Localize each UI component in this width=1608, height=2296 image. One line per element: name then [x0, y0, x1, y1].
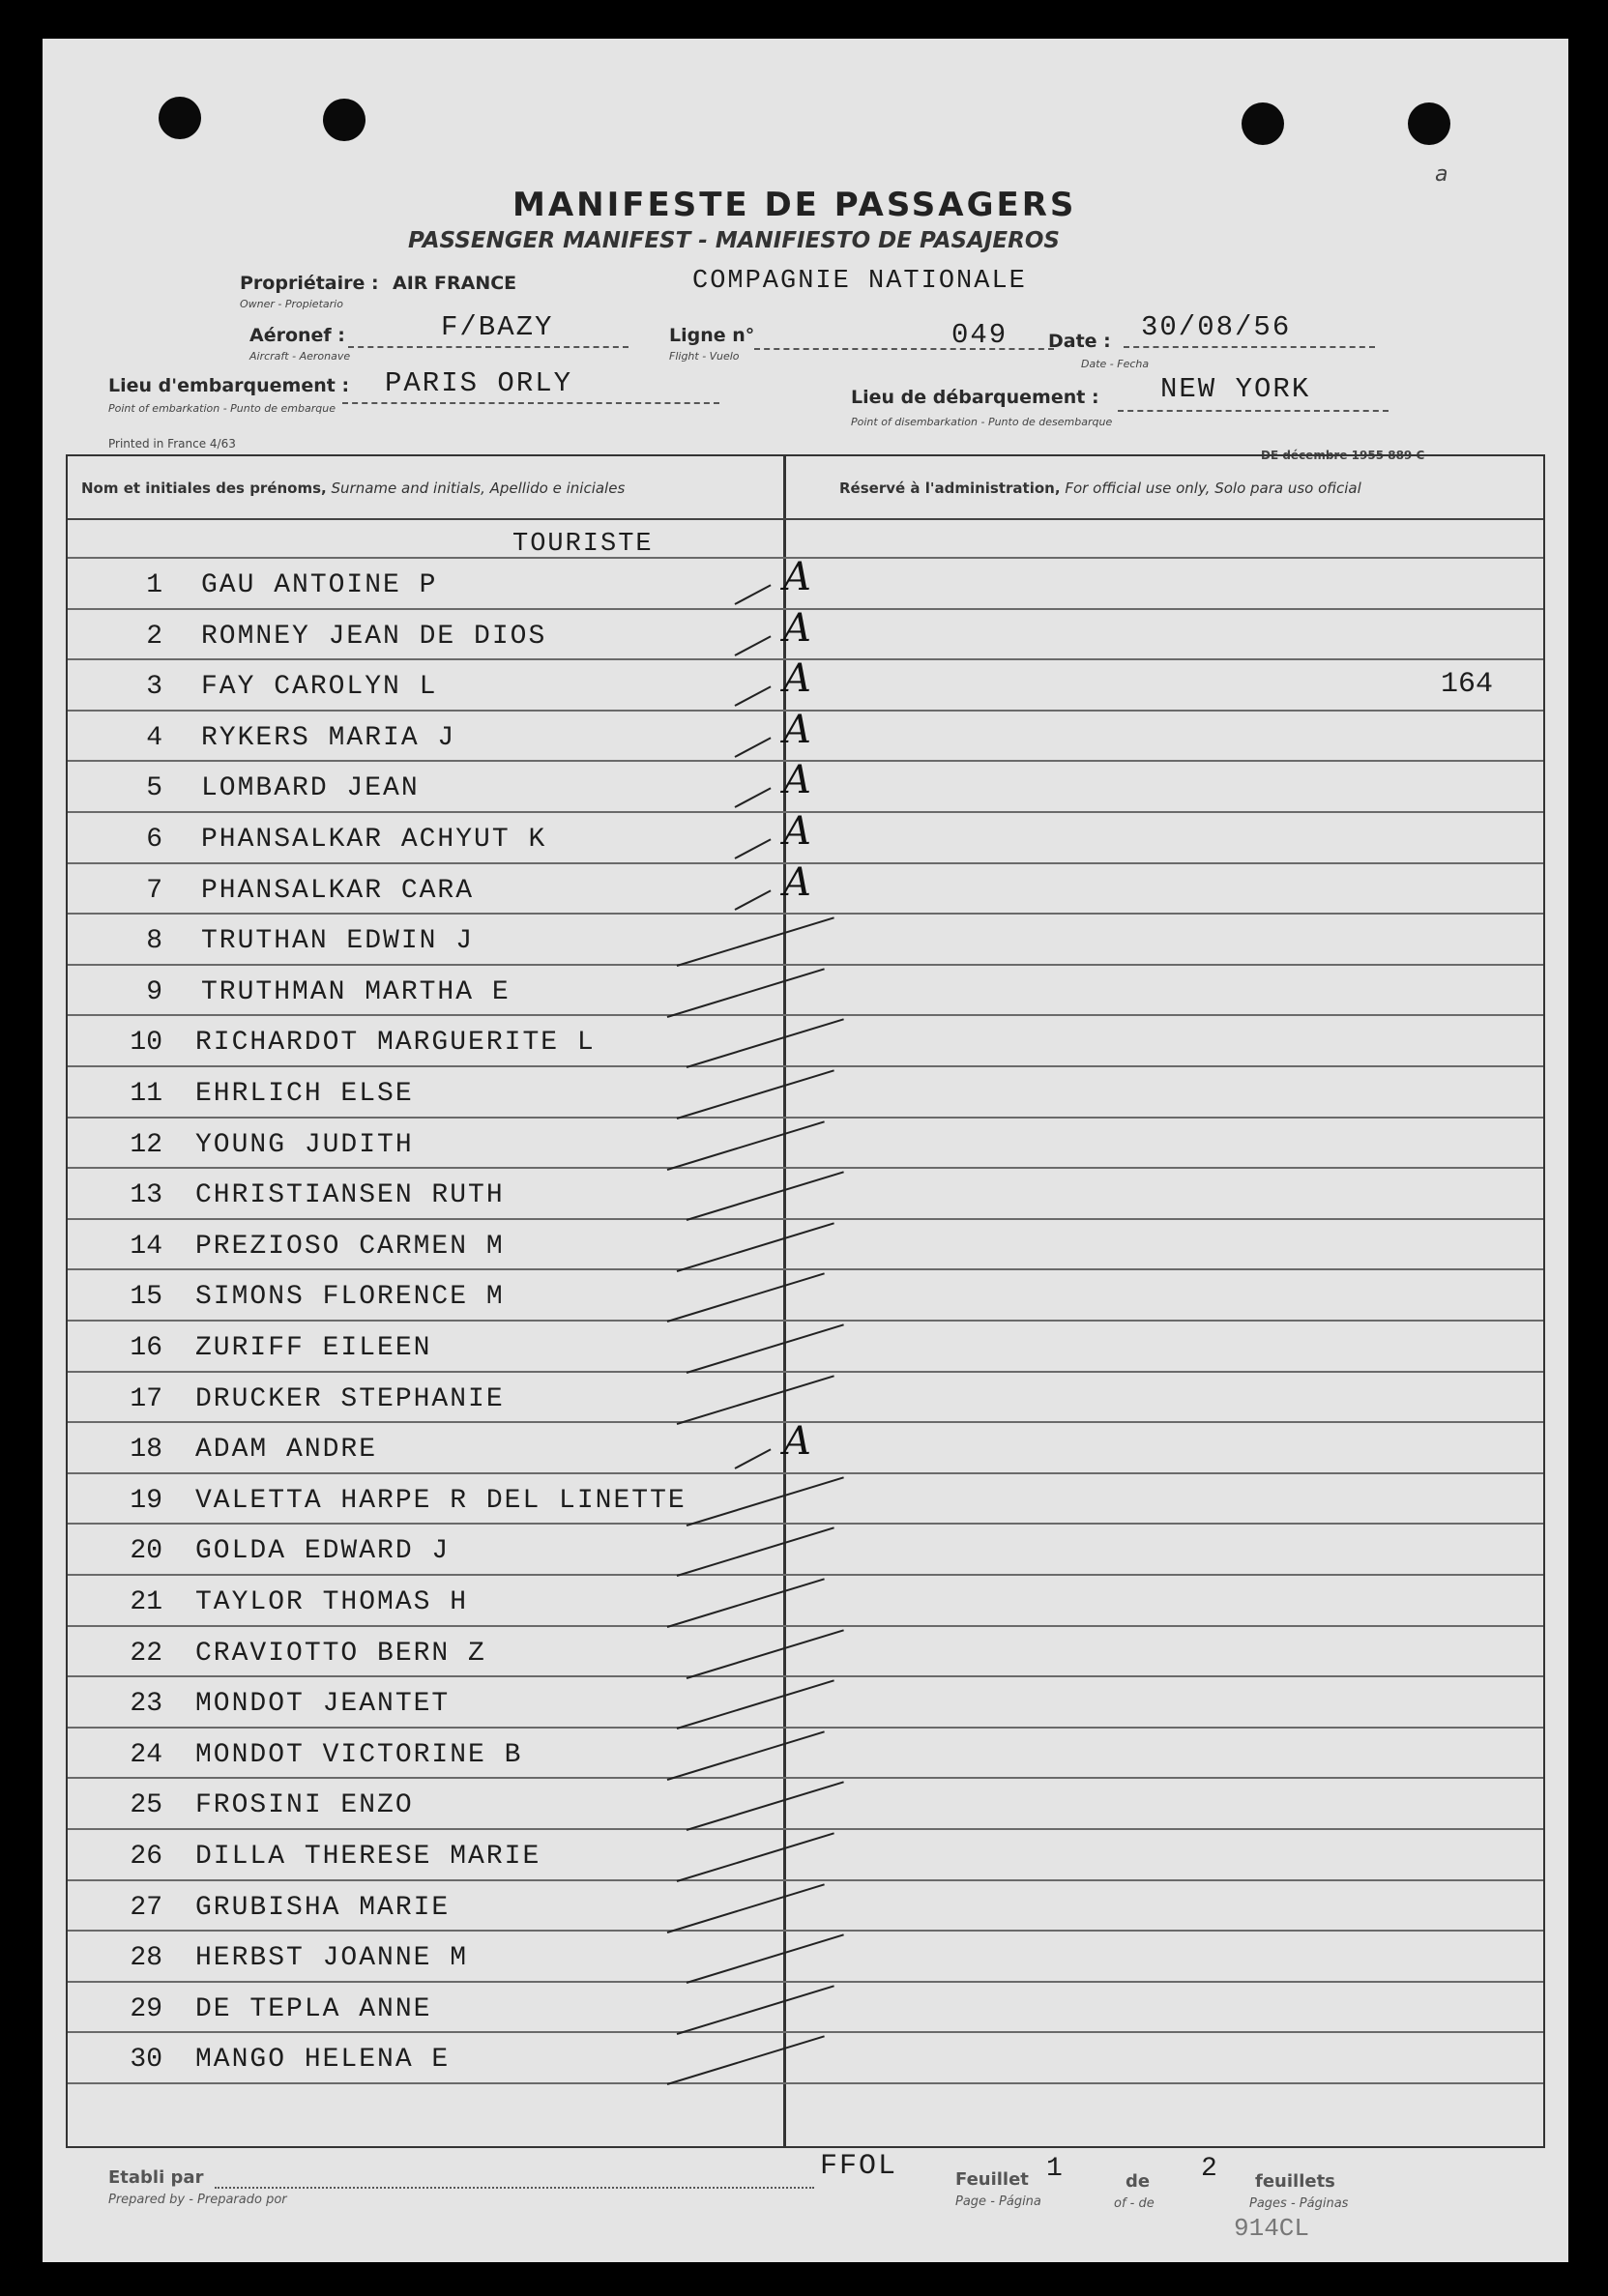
passenger-name: RYKERS MARIA J	[201, 723, 456, 753]
aircraft-label: Aéronef :	[249, 325, 345, 346]
owner-typed-value: COMPAGNIE NATIONALE	[692, 267, 1027, 296]
table-row	[68, 1327, 783, 1378]
handwritten-mark: A	[783, 656, 811, 701]
table-row	[68, 1379, 783, 1429]
passenger-name: TRUTHMAN MARTHA E	[201, 977, 511, 1007]
table-row	[68, 1530, 783, 1581]
sheet-sublabel: Page - Página	[955, 2194, 1041, 2209]
row-number: 27	[130, 1893, 162, 1923]
passenger-name: GAU ANTOINE P	[201, 570, 438, 600]
passenger-name: PREZIOSO CARMEN M	[195, 1232, 505, 1262]
row-number: 10	[130, 1028, 162, 1058]
form-reference: DE décembre 1955 889 C	[1261, 449, 1425, 462]
punch-hole	[1408, 102, 1450, 145]
date-underline	[1124, 346, 1375, 348]
table-row	[68, 920, 783, 971]
embarkation-underline	[342, 402, 719, 404]
passenger-name: MANGO HELENA E	[195, 2045, 451, 2075]
row-number: 22	[130, 1639, 162, 1669]
col1-header-italic: Surname and initials, Apellido e iniciales	[331, 480, 626, 497]
prepared-label: Etabli par	[108, 2167, 204, 2188]
row-number: 17	[130, 1384, 162, 1414]
of-sublabel: of - de	[1114, 2196, 1155, 2211]
passenger-name: GRUBISHA MARIE	[195, 1893, 451, 1923]
document-subtitle: PASSENGER MANIFEST - MANIFIESTO DE PASAJEROS	[408, 228, 1060, 253]
passenger-name: ROMNEY JEAN DE DIOS	[201, 622, 547, 652]
row-number: 30	[130, 2045, 162, 2075]
date-label: Date :	[1048, 331, 1111, 352]
of-label: de	[1126, 2171, 1151, 2192]
row-number: 18	[130, 1435, 162, 1465]
passenger-name: ZURIFF EILEEN	[195, 1333, 432, 1363]
row-number: 25	[130, 1790, 162, 1820]
passenger-name: SIMONS FLORENCE M	[195, 1282, 505, 1312]
row-number: 24	[130, 1740, 162, 1770]
passenger-name: EHRLICH ELSE	[195, 1079, 414, 1109]
table-row	[68, 819, 783, 869]
passenger-name: PHANSALKAR CARA	[201, 876, 475, 906]
passenger-name: GOLDA EDWARD J	[195, 1536, 451, 1566]
table-row	[68, 1785, 783, 1835]
row-number: 8	[146, 926, 162, 956]
table-row	[68, 1989, 783, 2039]
owner-label: Propriétaire :	[240, 273, 379, 294]
embarkation-value: PARIS ORLY	[385, 367, 573, 399]
handwritten-mark: A	[783, 758, 811, 802]
col2-header-bold: Réservé à l'administration,	[839, 480, 1061, 497]
table-row	[68, 717, 783, 768]
table-row	[68, 1429, 783, 1479]
prepared-underline	[215, 2187, 814, 2189]
row-number: 5	[146, 773, 162, 803]
passenger-name: DRUCKER STEPHANIE	[195, 1384, 505, 1414]
passenger-name: FAY CAROLYN L	[201, 672, 438, 702]
table-row	[68, 666, 783, 716]
flight-sublabel: Flight - Vuelo	[669, 350, 740, 363]
row-number: 6	[146, 825, 162, 855]
handwritten-mark: A	[783, 860, 811, 905]
passenger-name: CHRISTIANSEN RUTH	[195, 1180, 505, 1210]
passenger-name: DILLA THERESE MARIE	[195, 1842, 541, 1872]
aircraft-sublabel: Aircraft - Aeronave	[249, 350, 351, 363]
col1-header	[81, 480, 625, 497]
row-number: 12	[130, 1130, 162, 1160]
admin-note: 164	[1441, 668, 1494, 701]
table-row	[68, 565, 783, 615]
table-row	[68, 1683, 783, 1733]
passenger-name: ADAM ANDRE	[195, 1435, 378, 1465]
passenger-name: PHANSALKAR ACHYUT K	[201, 825, 547, 855]
passenger-name: FROSINI ENZO	[195, 1790, 414, 1820]
punch-hole	[323, 99, 365, 141]
row-number: 21	[130, 1587, 162, 1617]
row-number: 28	[130, 1943, 162, 1973]
handwritten-mark: A	[783, 555, 811, 599]
passenger-table	[66, 454, 1545, 2148]
table-row	[68, 1836, 783, 1886]
flight-value: 049	[951, 319, 1009, 351]
embarkation-sublabel: Point of embarkation - Punto de embarque	[108, 402, 336, 415]
row-number: 23	[130, 1689, 162, 1719]
row-number: 14	[130, 1232, 162, 1262]
table-row	[68, 768, 783, 818]
passenger-name: TRUTHAN EDWIN J	[201, 926, 475, 956]
row-number: 16	[130, 1333, 162, 1363]
row-number: 20	[130, 1536, 162, 1566]
table-row	[68, 616, 783, 666]
row-number: 15	[130, 1282, 162, 1312]
sheets-label: feuillets	[1255, 2171, 1335, 2192]
table-row	[68, 870, 783, 920]
flight-label: Ligne n°	[669, 325, 755, 346]
passenger-name: RICHARDOT MARGUERITE L	[195, 1028, 596, 1058]
row-number: 4	[146, 723, 162, 753]
sheet-label: Feuillet	[955, 2169, 1029, 2190]
passenger-name: HERBST JOANNE M	[195, 1943, 469, 1973]
passenger-name: CRAVIOTTO BERN Z	[195, 1639, 486, 1669]
table-row	[68, 1175, 783, 1225]
owner-sublabel: Owner - Propietario	[240, 298, 343, 310]
row-number: 3	[146, 672, 162, 702]
date-sublabel: Date - Fecha	[1081, 358, 1150, 370]
row-number: 2	[146, 622, 162, 652]
table-row	[68, 1226, 783, 1276]
handwritten-mark: A	[783, 606, 811, 651]
prepared-value: FFOL	[820, 2150, 898, 2183]
row-number: 1	[146, 570, 162, 600]
punch-hole	[1242, 102, 1284, 145]
sheet-value: 1	[1046, 2154, 1063, 2184]
table-row	[68, 1022, 783, 1072]
table-row	[68, 1633, 783, 1683]
class-heading: TOURISTE	[512, 530, 654, 559]
date-value: 30/08/56	[1141, 311, 1292, 343]
row-number: 26	[130, 1842, 162, 1872]
passenger-name: VALETTA HARPE R DEL LINETTE	[195, 1486, 687, 1516]
row-number: 19	[130, 1486, 162, 1516]
row-number: 13	[130, 1180, 162, 1210]
embarkation-label: Lieu d'embarquement :	[108, 375, 350, 396]
header-rule	[68, 518, 1543, 520]
table-row	[68, 1480, 783, 1530]
disembarkation-sublabel: Point of disembarkation - Punto de desembarque	[851, 416, 1113, 428]
col2-header-italic: For official use only, Solo para uso oficial	[1065, 480, 1361, 497]
corner-mark: a	[1435, 162, 1448, 187]
punch-hole	[159, 97, 201, 139]
table-row	[68, 1937, 783, 1988]
disembarkation-value: NEW YORK	[1160, 373, 1311, 405]
row-number: 7	[146, 876, 162, 906]
disembarkation-underline	[1118, 410, 1389, 412]
flight-underline	[754, 348, 1054, 350]
aircraft-value: F/BAZY	[441, 311, 554, 343]
passenger-name: MONDOT VICTORINE B	[195, 1740, 523, 1770]
col2-header	[839, 480, 1361, 497]
disembarkation-label: Lieu de débarquement :	[851, 387, 1099, 408]
printed-in: Printed in France 4/63	[108, 437, 236, 450]
document-title: MANIFESTE DE PASSAGERS	[512, 186, 1077, 224]
bottom-code: 914CL	[1234, 2214, 1310, 2243]
passenger-name: YOUNG JUDITH	[195, 1130, 414, 1160]
handwritten-mark: A	[783, 708, 811, 752]
passenger-name: LOMBARD JEAN	[201, 773, 420, 803]
handwritten-mark: A	[783, 1419, 811, 1464]
prepared-sublabel: Prepared by - Preparado por	[108, 2193, 287, 2207]
sheets-sublabel: Pages - Páginas	[1249, 2196, 1349, 2211]
passenger-name: DE TEPLA ANNE	[195, 1994, 432, 2024]
col1-header-bold: Nom et initiales des prénoms,	[81, 480, 327, 497]
owner-printed-value: AIR FRANCE	[393, 273, 517, 294]
of-value: 2	[1201, 2154, 1217, 2184]
table-row	[68, 1073, 783, 1123]
handwritten-mark: A	[783, 809, 811, 854]
row-number: 9	[146, 977, 162, 1007]
passenger-name: TAYLOR THOMAS H	[195, 1587, 469, 1617]
aircraft-underline	[348, 346, 629, 348]
row-number: 29	[130, 1994, 162, 2024]
passenger-name: MONDOT JEANTET	[195, 1689, 451, 1719]
manifest-page	[43, 39, 1568, 2262]
row-number: 11	[130, 1079, 162, 1109]
